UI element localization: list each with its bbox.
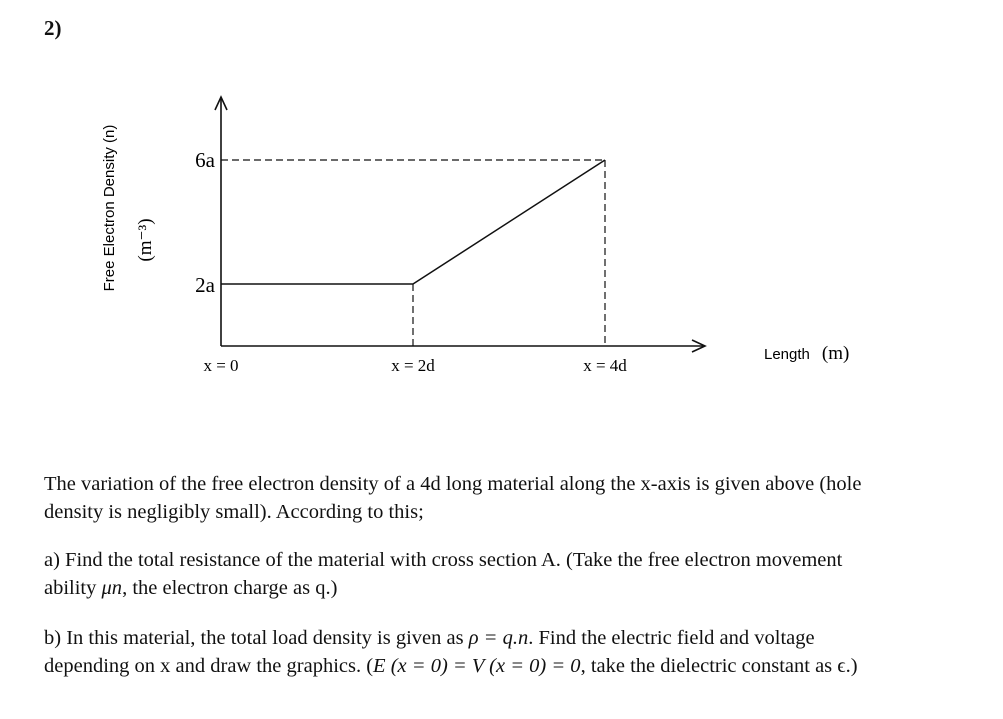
x-tick-label-2d: x = 2d [391,356,435,375]
part-b-line-1: b) In this material, the total load density is given as ρ = q.n. Find the electric field and voltage [44,627,815,649]
problem-statement [44,470,964,526]
charge-density-formula: ρ = q.n [468,627,529,649]
part-b [44,624,964,680]
x-axis-unit: (m) [821,343,850,364]
y-axis-label: Free Electron Density (n) [101,124,118,292]
part-a [44,546,964,602]
statement-line-2: density is negligibly small). According to this; [44,501,424,523]
density-series-line [221,160,605,284]
part-a-line-1: a) Find the total resistance of the material with cross section A. (Take the free electron movement [44,549,843,571]
y-tick-label-6a: 6a [195,148,215,172]
y-tick-label-2a: 2a [195,273,215,297]
x-axis-label: Length [764,346,810,363]
question-number: 2) [44,16,62,40]
svg-text:Length (m) [764,343,849,364]
x-tick-label-4d: x = 4d [583,356,627,375]
part-a-mu-text: ability [44,577,102,599]
statement-line-1: The variation of the free electron density of a 4d long material along the x-axis is given above (hole [44,473,862,495]
part-b-line-2: depending on x and draw the graphics. (E (x = 0) = V (x = 0) = 0, take the dielectric constant as ϵ.) [44,655,858,677]
y-axis-unit: (m⁻³) [135,218,156,262]
x-tick-label-0: x = 0 [203,356,239,375]
part-a-line-2: ability μn, the electron charge as q.) [44,577,338,599]
boundary-condition-formula: E (x = 0) = V (x = 0) = 0 [373,655,581,677]
mobility-symbol: μn [101,577,123,599]
